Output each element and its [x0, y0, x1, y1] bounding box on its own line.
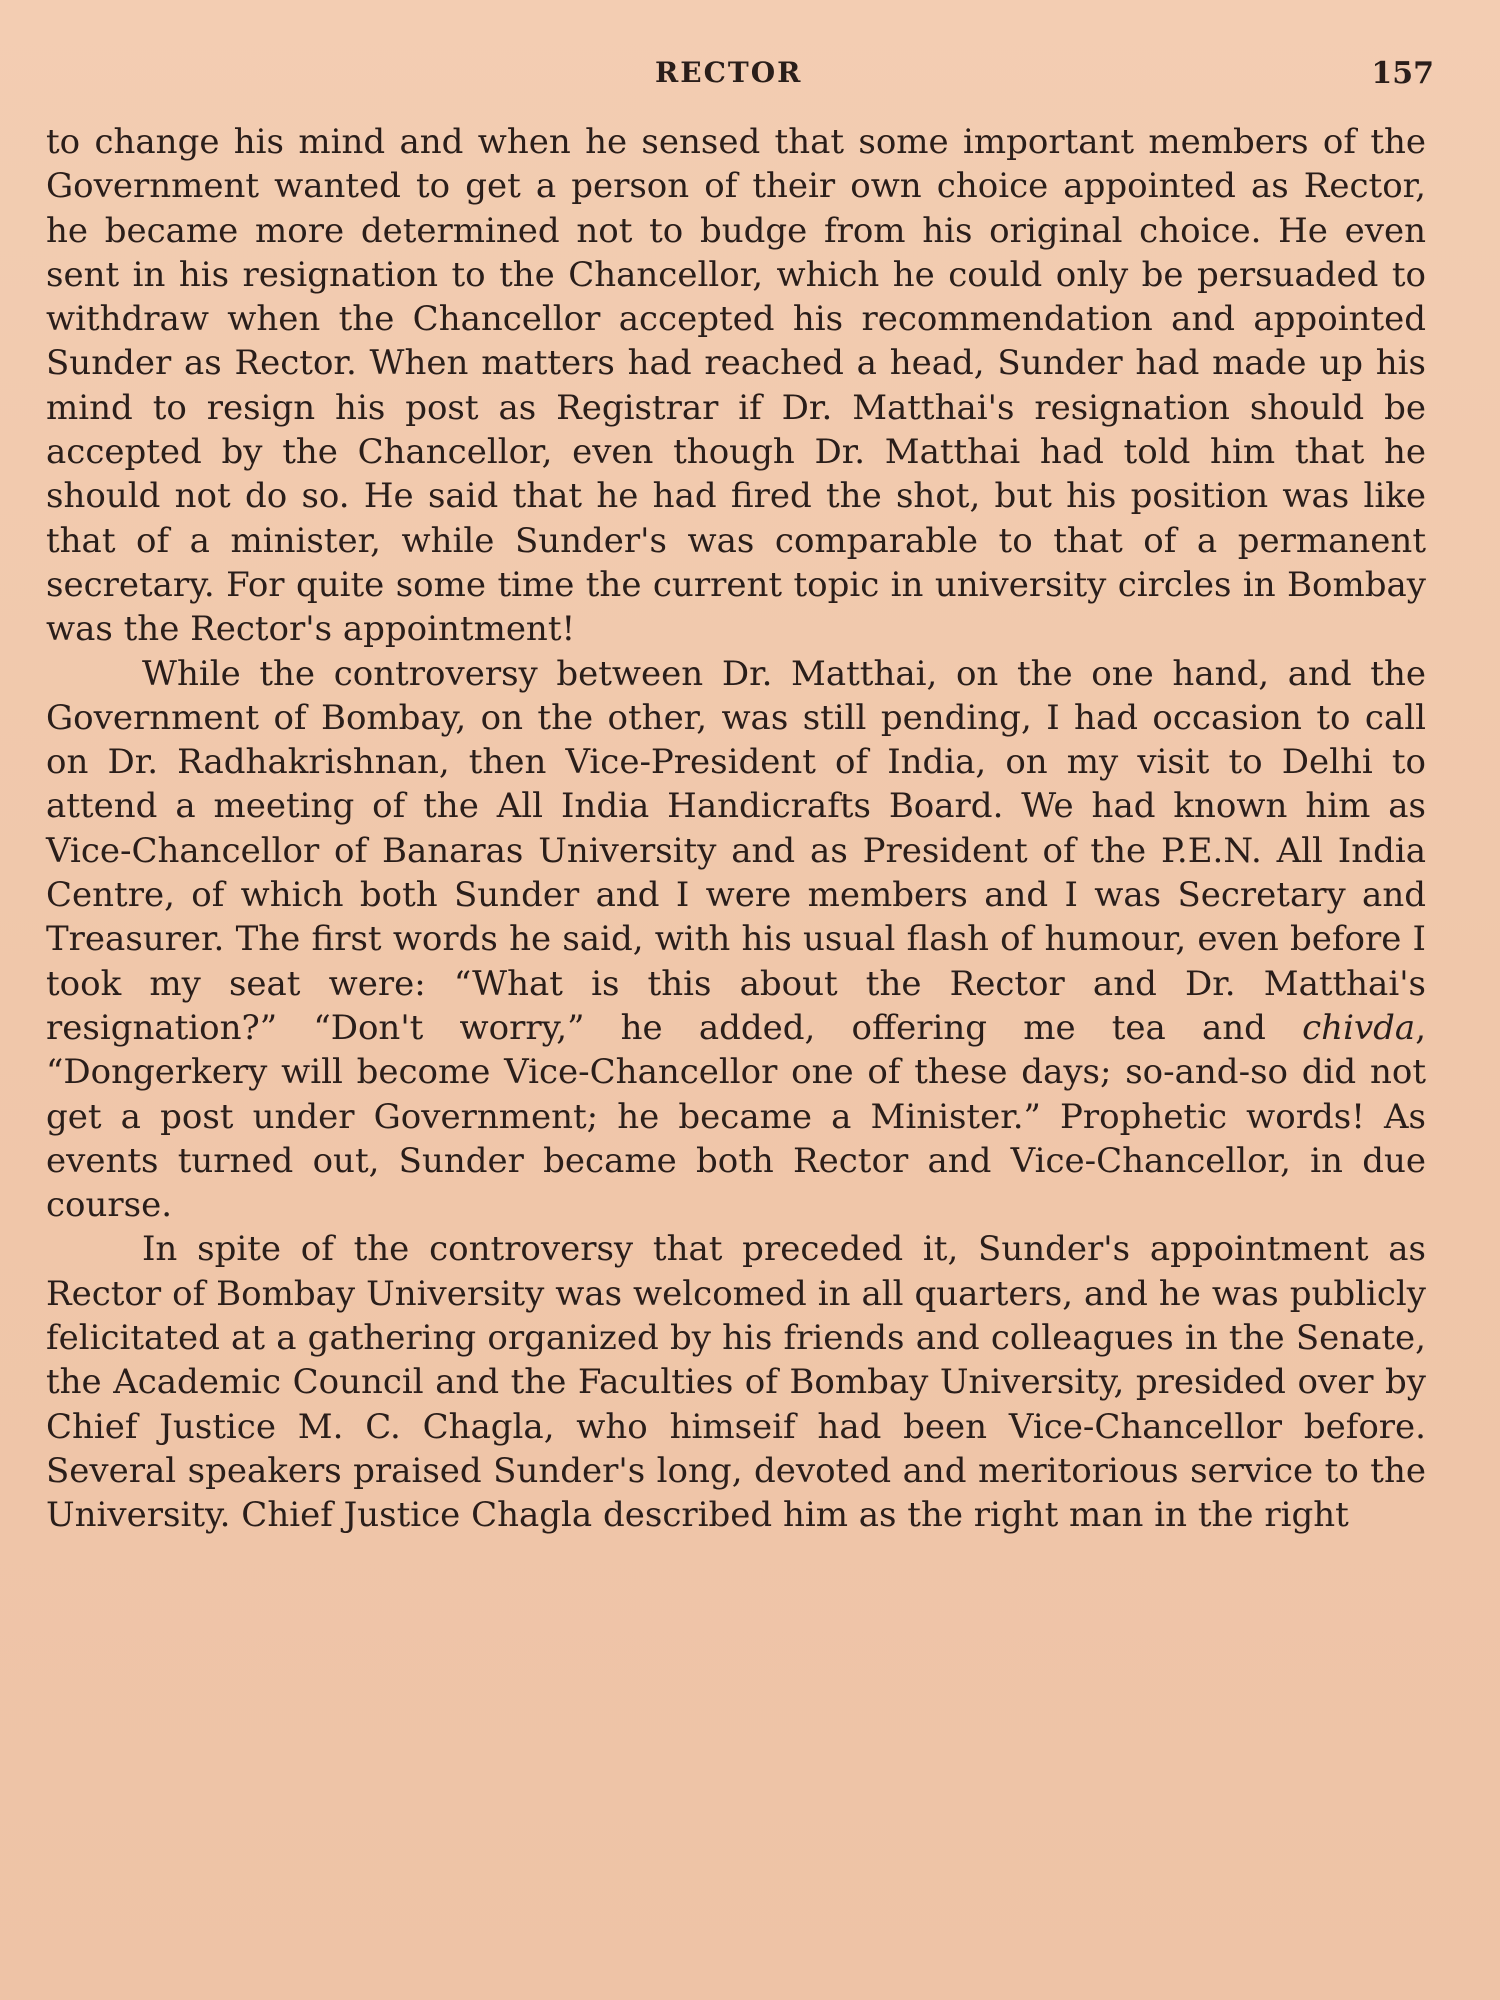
page-number: 157: [1371, 56, 1434, 91]
italic-term: chivda: [1302, 1007, 1416, 1048]
running-head: RECTOR: [655, 56, 803, 89]
body-text: [46, 120, 1426, 1538]
paragraph-1: to change his mind and when he sensed that some important members of the Government wanted to get a person of their own choice appointed as Rector, he became more determined not to budge from his original choice. He even sent in his resignation to the Chancellor, which he could only be persuaded to withdraw when the Chancellor accepted his recommendation and appointed Sunder as Rector. When matters had reached a head, Sunder had made up his mind to resign his post as Registrar if Dr. Matthai's resignation should be accepted by the Chancellor, even though Dr. Matthai had told him that he should not do so. He said that he had fired the shot, but his position was like that of a minister, while Sunder's was comparable to that of a permanent secretary. For quite some time the current topic in university circles in Bombay was the Rector's appointment!: [46, 122, 1426, 650]
paragraph-2-part-1: While the controversy between Dr. Matthai, on the one hand, and the Government of Bombay, on the other, was still pending, I had occasion to call on Dr. Radhakrishnan, then Vice-President of India, on my visit to Delhi to attend a meeting of the All India Handicrafts Board. We had known him as Vice-Chancellor of Banaras University and as President of the P.E.N. All India Centre, of which both Sunder and I were members and I was Secretary and Treasurer. The first words he said, with his usual flash of humour, even before I took my seat were: “What is this about the Rector and Dr. Matthai's resignation?” “Don't worry,” he added, offering me tea and: [46, 653, 1426, 1048]
paragraph-2-part-2: , “Dongerkery will become Vice-Chancellor one of these days; so-and-so did not get a post under Government; he became a Minister.” Prophetic words! As events turned out, Sunder became both Rector and Vice-Chancellor, in due course.: [46, 1007, 1426, 1226]
paragraph-2: [46, 652, 1426, 1228]
paragraph-3: In spite of the controversy that preceded it, Sunder's appointment as Rector of Bombay University was welcomed in all quarters, and he was publicly felicitated at a gathering organized by his friends and colleagues in the Senate, the Academic Council and the Faculties of Bombay University, presided over by Chief Justice M. C. Chagla, who himseif had been Vice-Chancellor before. Several speakers praised Sunder's long, devoted and meritorious service to the University. Chief Justice Chagla described him as the right man in the right: [46, 1229, 1426, 1536]
